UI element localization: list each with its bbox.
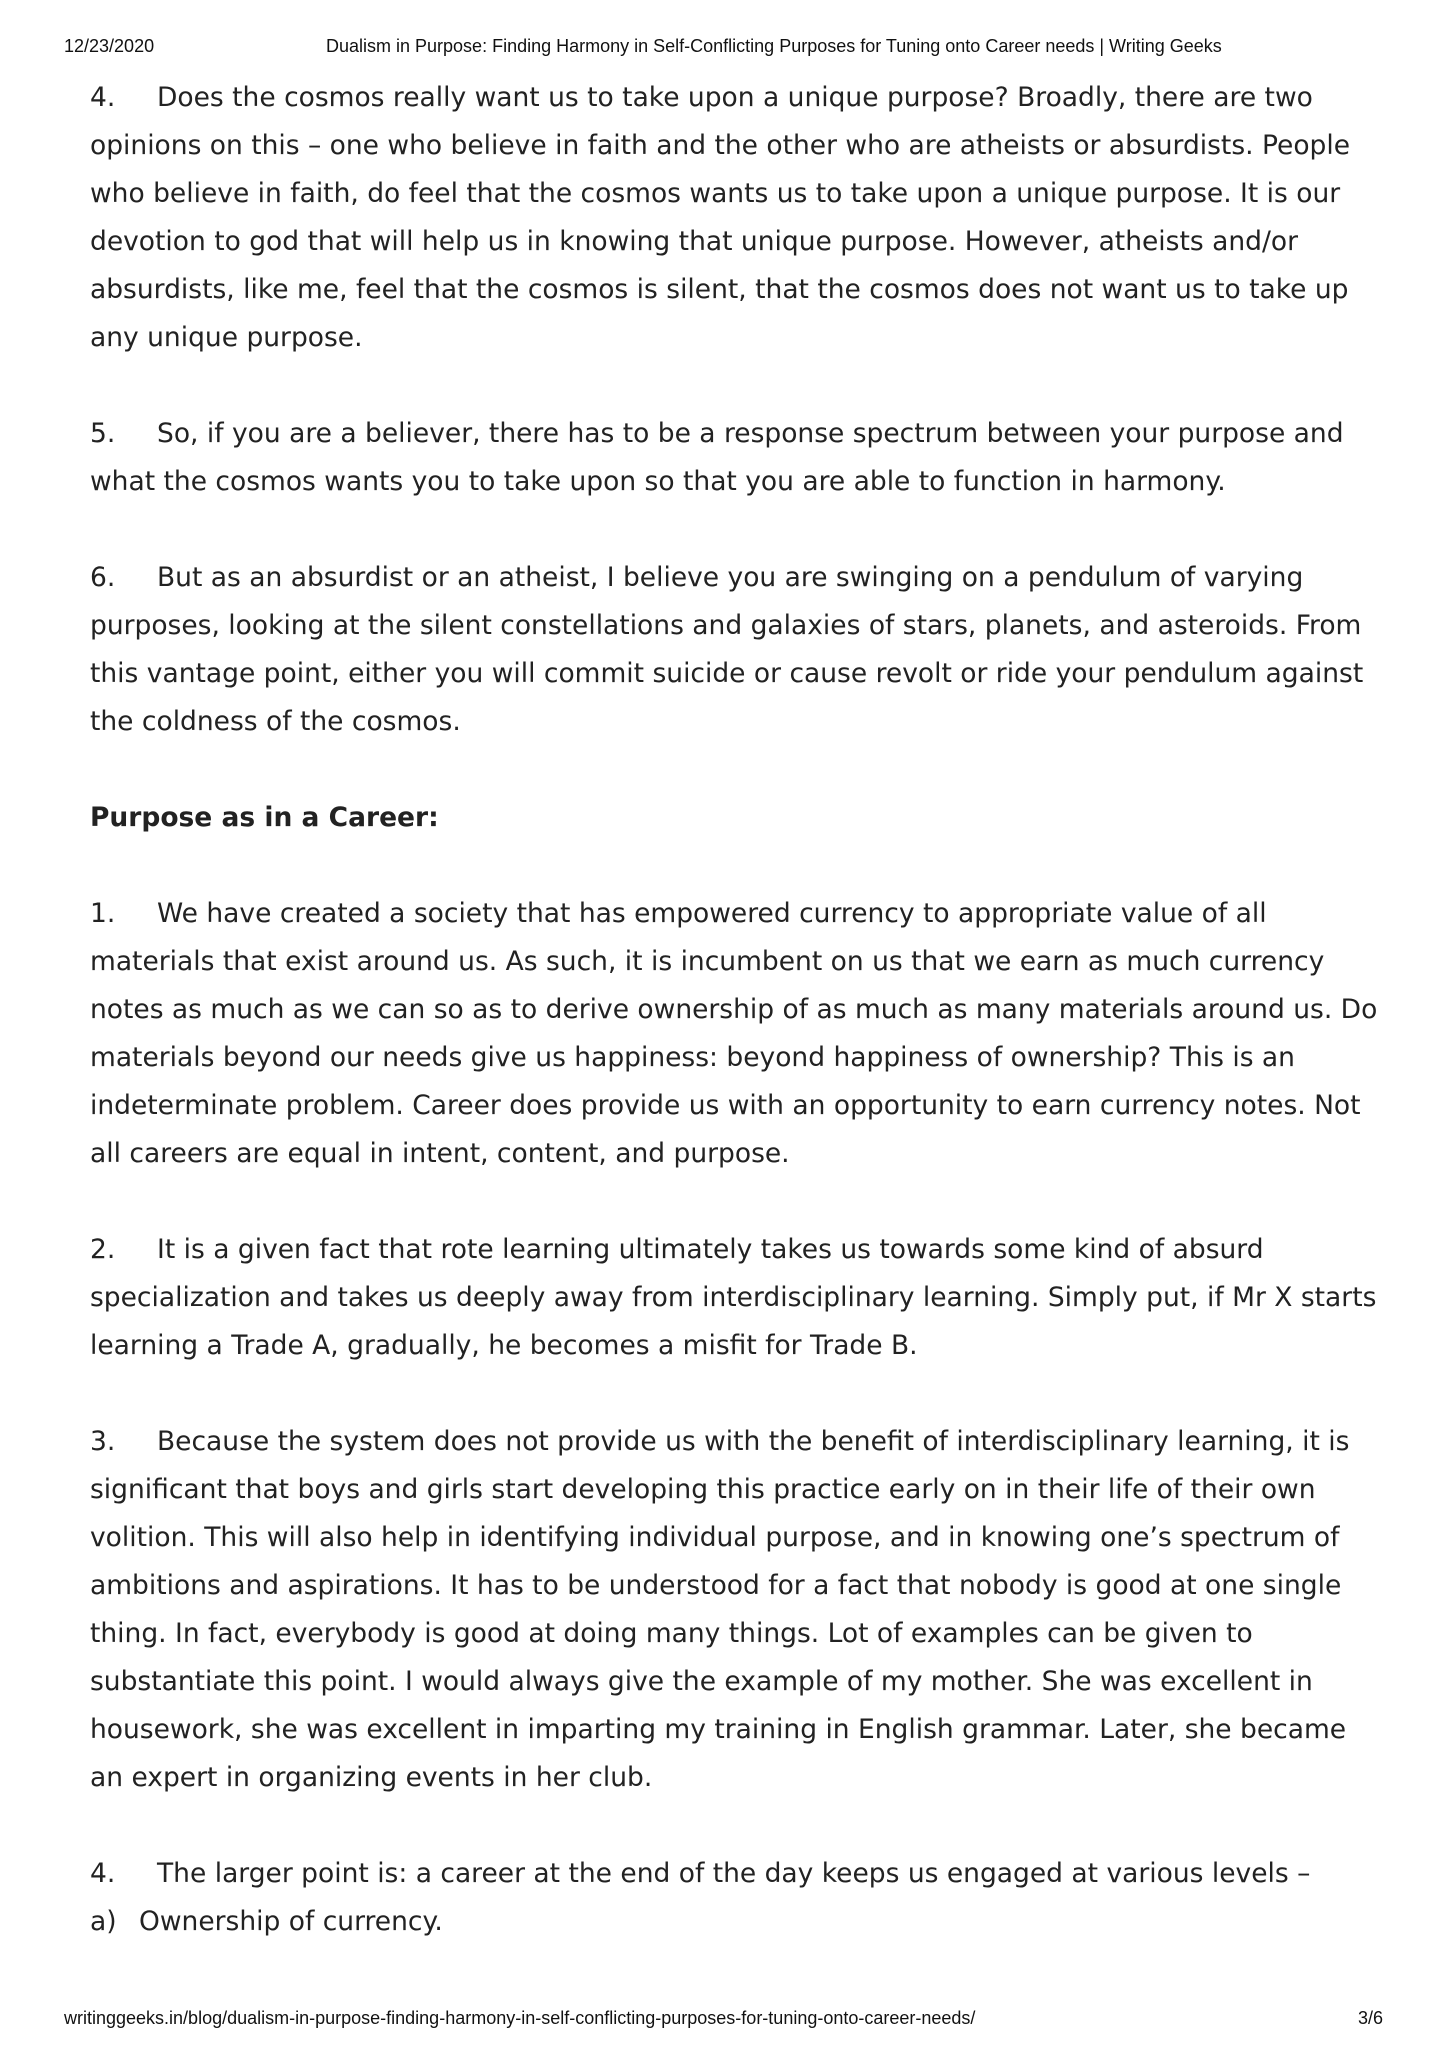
paragraph-number: 5. <box>90 418 116 449</box>
paragraph-text: The larger point is: a career at the end of the day keeps us engaged at various levels – <box>157 1858 1311 1889</box>
lettered-sub-item <box>90 1898 1380 1946</box>
paragraph-text: But as an absurdist or an atheist, I believe you are swinging on a pendulum of varying purposes, looking at the silent constellations and galaxies of stars, planets, and asteroids. From this vantage point, either you will commit suicide or cause revolt or ride your pendulum against the coldness of the cosmos. <box>90 562 1364 737</box>
numbered-paragraph <box>90 554 1380 746</box>
numbered-paragraph <box>90 890 1380 1178</box>
paragraph-text: So, if you are a believer, there has to be a response spectrum between your purpose and what the cosmos wants you to take upon so that you are able to function in harmony. <box>90 418 1344 497</box>
paragraph-number: 4. <box>90 82 116 113</box>
sub-item-letter: a) <box>90 1906 117 1937</box>
numbered-paragraph <box>90 1850 1380 1898</box>
print-date: 12/23/2020 <box>64 36 155 56</box>
print-page-title: Dualism in Purpose: Finding Harmony in Self-Conflicting Purposes for Tuning onto Career needs | Writing Geeks <box>326 36 1222 56</box>
paragraph-number: 4. <box>90 1858 116 1889</box>
numbered-paragraph <box>90 1226 1380 1370</box>
paragraph-number: 2. <box>90 1234 116 1265</box>
page-number: 3/6 <box>1357 2008 1383 2028</box>
print-header <box>64 36 1383 62</box>
section-heading: Purpose as in a Career: <box>90 802 439 833</box>
paragraph-text: Because the system does not provide us with the benefit of interdisciplinary learning, it is significant that boys and girls start developing this practice early on in their life of their own volition. This will also help in identifying individual purpose, and in knowing one’s spectrum of ambitions and aspirations. It has to be understood for a fact that nobody is good at one single thing. In fact, everybody is good at doing many things. Lot of examples can be given to substantiate this point. I would always give the example of my mother. She was excellent in housework, she was excellent in imparting my training in English grammar. Later, she became an expert in organizing events in her club. <box>90 1426 1350 1793</box>
numbered-paragraph <box>90 74 1380 362</box>
page-url: writinggeeks.in/blog/dualism-in-purpose-finding-harmony-in-self-conflicting-purposes-for-tuning-onto-career-needs/ <box>64 2008 976 2028</box>
print-footer <box>64 2008 1383 2034</box>
numbered-paragraph <box>90 410 1380 506</box>
paragraph-number: 6. <box>90 562 116 593</box>
article-body <box>90 74 1380 1946</box>
paragraph-number: 1. <box>90 898 116 929</box>
paragraph-number: 3. <box>90 1426 116 1457</box>
paragraph-text: Does the cosmos really want us to take upon a unique purpose? Broadly, there are two opinions on this – one who believe in faith and the other who are atheists or absurdists. People who believe in faith, do feel that the cosmos wants us to take upon a unique purpose. It is our devotion to god that will help us in knowing that unique purpose. However, atheists and/or absurdists, like me, feel that the cosmos is silent, that the cosmos does not want us to take up any unique purpose. <box>90 82 1351 353</box>
paragraph-text: We have created a society that has empowered currency to appropriate value of all materials that exist around us. As such, it is incumbent on us that we earn as much currency notes as much as we can so as to derive ownership of as much as many materials around us. Do materials beyond our needs give us happiness: beyond happiness of ownership? This is an indeterminate problem. Career does provide us with an opportunity to earn currency notes. Not all careers are equal in intent, content, and purpose. <box>90 898 1378 1169</box>
numbered-paragraph <box>90 1418 1380 1802</box>
paragraph-text: It is a given fact that rote learning ultimately takes us towards some kind of absurd specialization and takes us deeply away from interdisciplinary learning. Simply put, if Mr X starts learning a Trade A, gradually, he becomes a misfit for Trade B. <box>90 1234 1377 1361</box>
sub-item-text: Ownership of currency. <box>139 1906 443 1937</box>
